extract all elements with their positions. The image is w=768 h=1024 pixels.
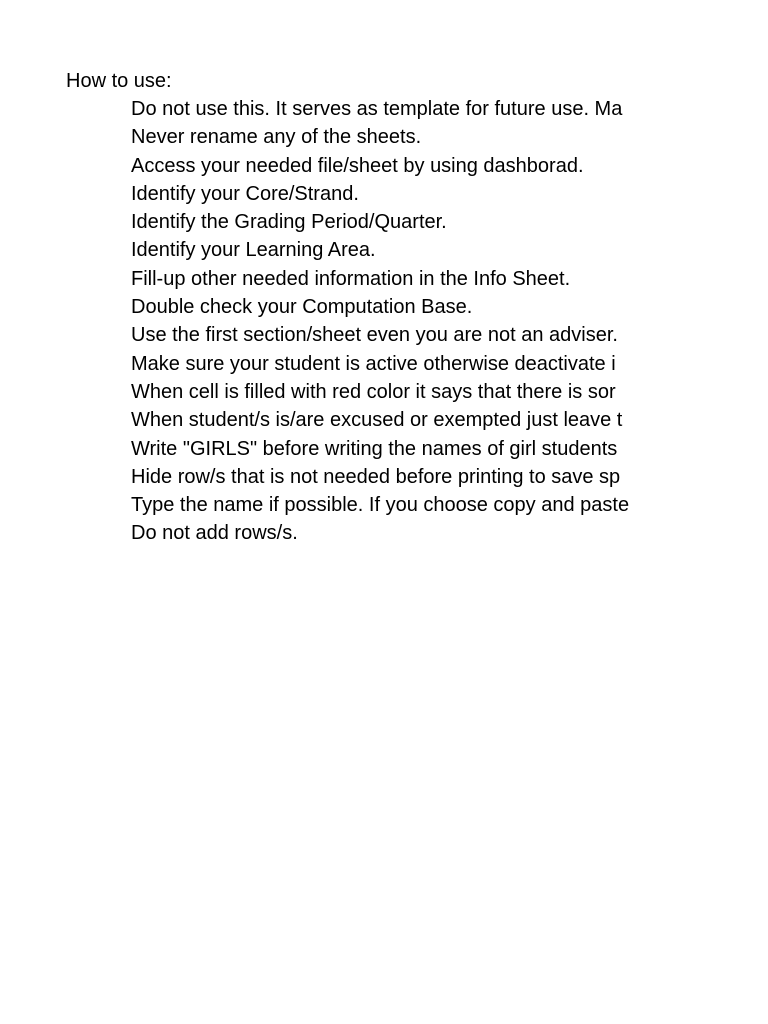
instruction-item: Double check your Computation Base.: [131, 296, 473, 319]
instruction-item: Type the name if possible. If you choose copy and paste: [131, 494, 630, 517]
instruction-item: Identify your Core/Strand.: [131, 182, 359, 205]
instruction-item: Hide row/s that is not needed before printing to save sp: [131, 465, 621, 488]
instruction-item: Fill-up other needed information in the Info Sheet.: [131, 267, 571, 290]
instruction-item: Identify your Learning Area.: [131, 239, 376, 262]
instruction-item: Use the first section/sheet even you are not an adviser.: [131, 324, 618, 347]
instruction-item: Identify the Grading Period/Quarter.: [131, 211, 447, 234]
instruction-item: Write "GIRLS" before writing the names of girl students: [131, 437, 618, 460]
instruction-item: Make sure your student is active otherwise deactivate i: [131, 352, 616, 375]
instruction-item: When cell is filled with red color it says that there is sor: [131, 380, 616, 403]
instruction-item: Do not use this. It serves as template for future use. Ma: [131, 98, 623, 120]
instructions-heading: How to use:: [66, 70, 172, 92]
instruction-item: Never rename any of the sheets.: [131, 126, 422, 149]
instructions-list: [131, 95, 649, 548]
instruction-item: Access your needed file/sheet by using dashborad.: [131, 154, 584, 177]
instruction-item: Do not add rows/s.: [131, 522, 298, 545]
instruction-item: When student/s is/are excused or exempted just leave t: [131, 409, 623, 432]
